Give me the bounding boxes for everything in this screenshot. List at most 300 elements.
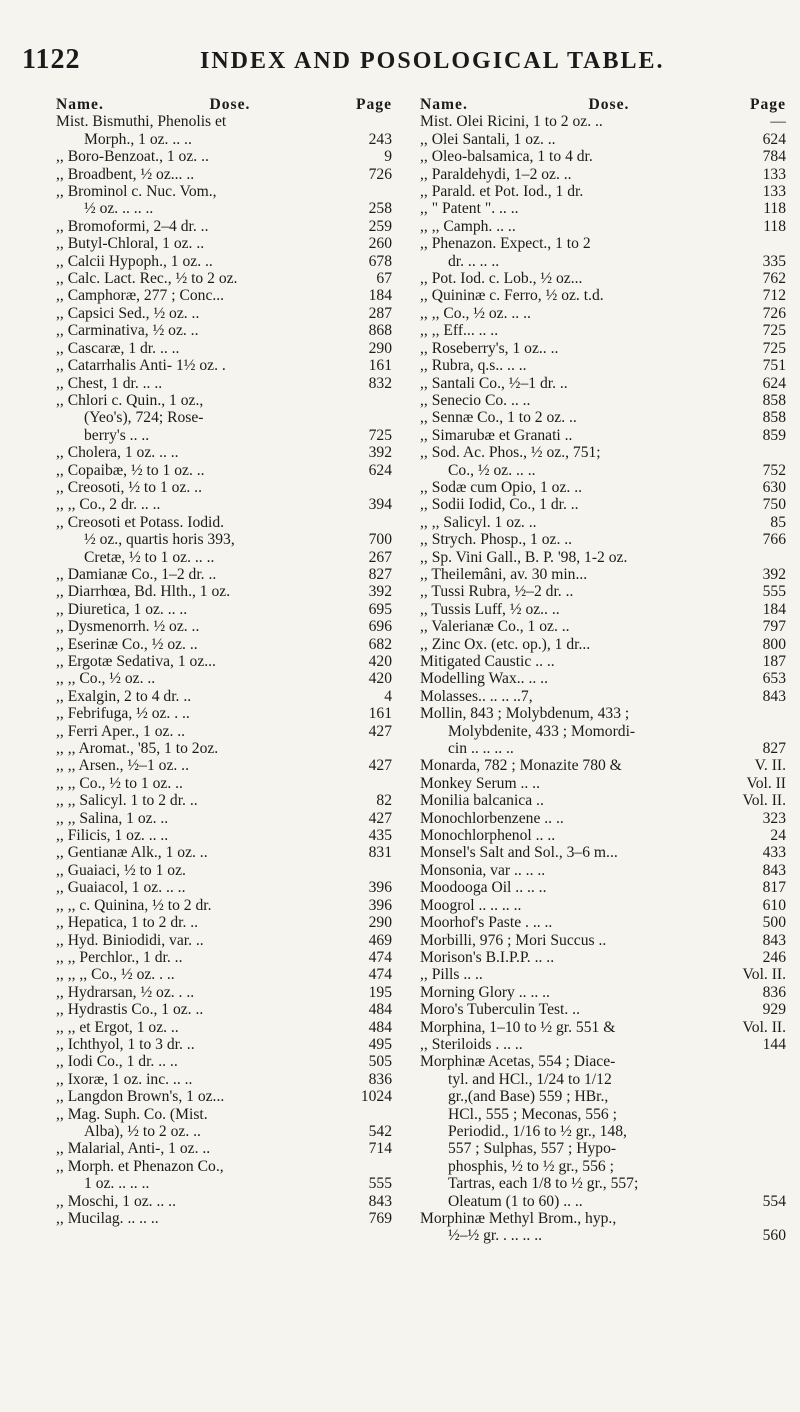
entry-text: (Yeo's), 724; Rose- — [84, 409, 204, 427]
entry-page: 700 — [368, 531, 392, 549]
index-entry — [56, 723, 392, 740]
entry-text: ,, Morph. et Phenazon Co., — [56, 1157, 224, 1175]
entry-text: ,, Camphoræ, 277 ; Conc... — [56, 287, 225, 305]
index-entry — [56, 549, 392, 566]
entry-text: Modelling Wax.. .. .. — [420, 670, 548, 688]
entry-text: ,, Hydrarsan, ½ oz. . .. — [56, 983, 195, 1001]
index-entry — [56, 1158, 392, 1175]
index-entry — [420, 531, 786, 548]
index-entry — [420, 496, 786, 513]
entry-text: ,, " Patent ". .. .. — [420, 200, 519, 218]
entry-text: Morph., 1 oz. .. .. — [84, 130, 192, 148]
entry-text: Monsel's Salt and Sol., 3–6 m... — [420, 844, 618, 862]
entry-page: — — [770, 113, 786, 131]
entry-text: ,, ,, Salicyl. 1 oz. .. — [420, 513, 537, 531]
index-entry — [420, 514, 786, 531]
entry-page: 505 — [368, 1053, 392, 1071]
index-entry — [420, 1036, 786, 1053]
entry-page: 610 — [762, 896, 786, 914]
entry-page: 195 — [368, 983, 392, 1001]
entry-page: Vol. II. — [742, 792, 786, 810]
index-entry — [56, 1053, 392, 1070]
index-entry — [420, 253, 786, 270]
index-entry — [56, 200, 392, 217]
entry-text: ,, Sodii Iodid, Co., 1 dr. .. — [420, 496, 579, 514]
index-entry — [420, 305, 786, 322]
entry-text: ,, ,, et Ergot, 1 oz. .. — [56, 1018, 179, 1036]
entry-text: ,, Catarrhalis Anti- 1½ oz. . — [56, 357, 226, 375]
index-entry — [56, 897, 392, 914]
entry-page: 4 — [384, 687, 392, 705]
index-entry — [56, 583, 392, 600]
entry-page: 725 — [762, 339, 786, 357]
entry-page: 427 — [368, 809, 392, 827]
index-entry — [56, 166, 392, 183]
entry-text: ,, Sod. Ac. Phos., ½ oz., 751; — [420, 444, 601, 462]
index-entry — [56, 966, 392, 983]
index-entry — [420, 827, 786, 844]
entry-text: ,, ,, Co., ½ oz. .. — [56, 670, 156, 688]
entry-page: V. II. — [754, 757, 786, 775]
index-entry — [56, 757, 392, 774]
index-entry — [56, 270, 392, 287]
entry-text: ,, Quininæ c. Ferro, ½ oz. t.d. — [420, 287, 604, 305]
entry-page: 624 — [762, 374, 786, 392]
index-entry — [420, 462, 786, 479]
index-entry — [56, 914, 392, 931]
entry-text: ,, Broadbent, ½ oz... .. — [56, 165, 195, 183]
entry-text: ,, Cholera, 1 oz. .. .. — [56, 444, 179, 462]
index-entry — [56, 340, 392, 357]
index-entry — [56, 322, 392, 339]
entry-page: 800 — [762, 635, 786, 653]
entry-page: 695 — [368, 600, 392, 618]
entry-text: ,, Rubra, q.s.. .. .. — [420, 357, 527, 375]
entry-text: ,, Damianæ Co., 1–2 dr. .. — [56, 565, 217, 583]
entry-page: 427 — [368, 722, 392, 740]
entry-page: 858 — [762, 409, 786, 427]
entry-page: 427 — [368, 757, 392, 775]
entry-text: ,, Exalgin, 2 to 4 dr. .. — [56, 687, 192, 705]
entry-text: ,, Dysmenorrh. ½ oz. .. — [56, 618, 200, 636]
entry-page: 392 — [368, 444, 392, 462]
index-entry — [56, 375, 392, 392]
entry-text: ,, ,, Aromat., '85, 1 to 2oz. — [56, 740, 219, 758]
entry-text: cin .. .. .. .. — [448, 740, 514, 758]
index-entry — [56, 131, 392, 148]
entry-page: 184 — [762, 600, 786, 618]
entry-text: ,, Eserinæ Co., ½ oz. .. — [56, 635, 198, 653]
entry-text: ,, Diarrhœa, Bd. Hlth., 1 oz. — [56, 583, 231, 601]
index-entry — [56, 984, 392, 1001]
index-entry — [420, 932, 786, 949]
entry-page: 433 — [762, 844, 786, 862]
index-entry — [420, 1158, 786, 1175]
entry-text: Mollin, 843 ; Molybdenum, 433 ; — [420, 705, 630, 723]
index-entry — [56, 1036, 392, 1053]
entry-text: ,, Hepatica, 1 to 2 dr. .. — [56, 914, 199, 932]
entry-text: ,, Cascaræ, 1 dr. .. .. — [56, 339, 180, 357]
entry-text: ,, ,, Perchlor., 1 dr. .. — [56, 948, 183, 966]
entry-page: 725 — [368, 426, 392, 444]
index-entry — [56, 496, 392, 513]
entry-page: 653 — [762, 670, 786, 688]
entry-page: 762 — [762, 270, 786, 288]
entry-page: 335 — [762, 252, 786, 270]
entry-text: ,, Pills .. .. — [420, 966, 483, 984]
entry-page: 836 — [762, 983, 786, 1001]
entry-text: Monarda, 782 ; Monazite 780 & — [420, 757, 622, 775]
index-entry — [56, 218, 392, 235]
index-entry — [420, 914, 786, 931]
entry-text: ,, Hyd. Biniodidi, var. .. — [56, 931, 204, 949]
index-entry — [56, 862, 392, 879]
entry-text: ,, Brominol c. Nuc. Vom., — [56, 183, 217, 201]
index-entry — [56, 531, 392, 548]
index-entry — [420, 392, 786, 409]
entry-text: dr. .. .. .. — [448, 252, 500, 270]
header-dose: Dose. — [588, 96, 630, 113]
entry-page: 1024 — [360, 1088, 392, 1106]
index-entry — [56, 775, 392, 792]
entry-page: 554 — [762, 1192, 786, 1210]
entry-text: ,, Hydrastis Co., 1 oz. .. — [56, 1001, 204, 1019]
entry-text: ½ oz., quartis horis 393, — [84, 531, 235, 549]
entry-text: ,, Boro-Benzoat., 1 oz. .. — [56, 148, 209, 166]
entry-page: 474 — [368, 948, 392, 966]
index-entry — [420, 1140, 786, 1157]
entry-text: Monochlorbenzene .. .. — [420, 809, 564, 827]
entry-text: Moodooga Oil .. .. .. — [420, 879, 547, 897]
index-entry — [56, 462, 392, 479]
entry-text: ,, Ixoræ, 1 oz. inc. .. .. — [56, 1070, 193, 1088]
entry-text: ,, Filicis, 1 oz. .. .. — [56, 827, 169, 845]
entry-text: ,, ,, Eff... .. .. — [420, 322, 499, 340]
index-entry — [420, 200, 786, 217]
index-entry — [420, 218, 786, 235]
entry-text: ,, Valerianæ Co., 1 oz. .. — [420, 618, 570, 636]
entry-text: ,, ,, Salicyl. 1 to 2 dr. .. — [56, 792, 198, 810]
index-entry — [420, 375, 786, 392]
index-column-right — [420, 96, 786, 1245]
column-header — [56, 96, 392, 113]
index-entry — [420, 131, 786, 148]
entry-page: 258 — [368, 200, 392, 218]
page-header — [0, 44, 800, 84]
entry-page: 725 — [762, 322, 786, 340]
index-entry — [420, 1053, 786, 1070]
entry-page: 469 — [368, 931, 392, 949]
index-entry — [420, 757, 786, 774]
entry-page: 843 — [762, 687, 786, 705]
entry-text: ,, Parald. et Pot. Iod., 1 dr. — [420, 183, 584, 201]
index-entry — [420, 166, 786, 183]
entry-text: gr.,(and Base) 559 ; HBr., — [448, 1088, 609, 1106]
index-entry — [56, 1106, 392, 1123]
entry-page: 678 — [368, 252, 392, 270]
entry-text: Tartras, each 1/8 to ½ gr., 557; — [448, 1175, 639, 1193]
entry-page: 394 — [368, 496, 392, 514]
entry-text: ,, Creosoti, ½ to 1 oz. .. — [56, 478, 202, 496]
page-title: INDEX AND POSOLOGICAL TABLE. — [200, 48, 665, 74]
index-entry — [56, 844, 392, 861]
entry-page: 435 — [368, 827, 392, 845]
entry-page: 243 — [368, 130, 392, 148]
index-entry — [420, 792, 786, 809]
index-entry — [420, 148, 786, 165]
entry-page: 766 — [762, 531, 786, 549]
entry-text: ,, Senecio Co. .. .. — [420, 391, 531, 409]
entry-text: ,, Guaiaci, ½ to 1 oz. — [56, 861, 186, 879]
index-entry — [56, 253, 392, 270]
index-entry — [56, 287, 392, 304]
entry-page: 630 — [762, 478, 786, 496]
index-entry — [56, 949, 392, 966]
entry-text: Molybdenite, 433 ; Momordi- — [448, 722, 636, 740]
entry-page: 682 — [368, 635, 392, 653]
entry-page: 187 — [762, 653, 786, 670]
index-entry — [56, 1210, 392, 1227]
entry-page: 420 — [368, 670, 392, 688]
entry-text: ,, Strych. Phosp., 1 oz. .. — [420, 531, 573, 549]
entry-page: 752 — [762, 461, 786, 479]
index-entry — [420, 810, 786, 827]
entry-text: Mist. Olei Ricini, 1 to 2 oz. .. — [420, 113, 603, 131]
header-name: Name. — [56, 96, 104, 113]
entry-text: ,, Ichthyol, 1 to 3 dr. .. — [56, 1035, 195, 1053]
index-entry — [420, 1071, 786, 1088]
index-entry — [420, 1175, 786, 1192]
index-entry — [420, 409, 786, 426]
entry-text: ,, Zinc Ox. (etc. op.), 1 dr... — [420, 635, 591, 653]
entry-page: 287 — [368, 304, 392, 322]
entry-text: ,, Butyl-Chloral, 1 oz. .. — [56, 235, 205, 253]
entry-text: ,, Ferri Aper., 1 oz. .. — [56, 722, 186, 740]
entry-page: Vol. II. — [742, 966, 786, 984]
entry-text: ,, ,, Co., 2 dr. .. .. — [56, 496, 161, 514]
entry-page: 751 — [762, 357, 786, 375]
index-entry — [420, 1088, 786, 1105]
header-page: Page — [749, 96, 786, 113]
index-entry — [56, 636, 392, 653]
index-entry — [56, 1071, 392, 1088]
index-entry — [56, 1019, 392, 1036]
entry-page: 144 — [762, 1035, 786, 1053]
entry-page: 714 — [368, 1140, 392, 1158]
index-entry — [56, 1001, 392, 1018]
entry-text: ,, ,, Salina, 1 oz. .. — [56, 809, 169, 827]
entry-text: Monkey Serum .. .. — [420, 774, 540, 792]
entry-page: 484 — [368, 1018, 392, 1036]
index-entry — [420, 670, 786, 687]
index-entry — [420, 1001, 786, 1018]
entry-text: ,, Roseberry's, 1 oz.. .. — [420, 339, 559, 357]
entry-page: 859 — [762, 426, 786, 444]
index-entry — [56, 1088, 392, 1105]
index-entry — [56, 705, 392, 722]
entry-text: ,, ,, Co., ½ oz. .. .. — [420, 304, 531, 322]
entry-text: ,, Santali Co., ½–1 dr. .. — [420, 374, 568, 392]
entry-page: 696 — [368, 618, 392, 636]
entry-text: Moogrol .. .. .. .. — [420, 896, 522, 914]
index-entry — [56, 1175, 392, 1192]
entry-page: 24 — [770, 827, 786, 845]
index-entry — [56, 932, 392, 949]
index-entry — [420, 705, 786, 722]
entry-page: 67 — [376, 270, 392, 288]
index-entry — [56, 618, 392, 635]
entry-text: Cretæ, ½ to 1 oz. .. .. — [84, 548, 215, 566]
index-entry — [56, 810, 392, 827]
index-entry — [420, 775, 786, 792]
index-entry — [420, 636, 786, 653]
entry-page: Vol. II. — [742, 1018, 786, 1036]
index-entry — [56, 479, 392, 496]
index-entry — [56, 444, 392, 461]
entry-text: ,, ,, Arsen., ½–1 oz. .. — [56, 757, 189, 775]
entry-text: ,, Olei Santali, 1 oz. .. — [420, 130, 556, 148]
entry-text: Monilia balcanica .. — [420, 792, 544, 810]
index-entry — [56, 409, 392, 426]
index-entry — [56, 514, 392, 531]
index-entry — [420, 879, 786, 896]
index-entry — [56, 601, 392, 618]
entry-text: ½ oz. .. .. .. — [84, 200, 154, 218]
index-entry — [420, 270, 786, 287]
entry-page: 555 — [762, 583, 786, 601]
index-entry — [420, 984, 786, 1001]
index-entry — [420, 1210, 786, 1227]
entry-page: 784 — [762, 148, 786, 166]
entry-page: 858 — [762, 391, 786, 409]
entry-text: HCl., 555 ; Meconas, 556 ; — [448, 1105, 617, 1123]
entry-page: 712 — [762, 287, 786, 305]
entry-text: Mist. Bismuthi, Phenolis et — [56, 113, 227, 131]
index-entry — [420, 287, 786, 304]
entry-text: ,, Langdon Brown's, 1 oz... — [56, 1088, 225, 1106]
entry-page: 484 — [368, 1001, 392, 1019]
entry-text: ,, Theilemâni, av. 30 min... — [420, 565, 588, 583]
entry-text: ,, Pot. Iod. c. Lob., ½ oz... — [420, 270, 583, 288]
index-entry — [420, 566, 786, 583]
index-entry — [420, 479, 786, 496]
index-entry — [56, 653, 392, 670]
entry-text: Morbilli, 976 ; Mori Succus .. — [420, 931, 607, 949]
index-entry — [56, 670, 392, 687]
entry-page: 323 — [762, 809, 786, 827]
index-entry — [420, 897, 786, 914]
entry-page: 817 — [762, 879, 786, 897]
entry-text: ,, Carminativa, ½ oz. .. — [56, 322, 199, 340]
index-entry — [420, 688, 786, 705]
entry-text: ,, Bromoformi, 2–4 dr. .. — [56, 217, 209, 235]
index-entry — [420, 618, 786, 635]
entry-page: 827 — [762, 740, 786, 758]
entry-text: ,, ,, ,, Co., ½ oz. . .. — [56, 966, 175, 984]
entry-page: 726 — [762, 304, 786, 322]
index-entry — [56, 183, 392, 200]
entry-text: Molasses.. .. .. ..7, — [420, 687, 533, 705]
index-entry — [420, 1193, 786, 1210]
index-entry — [420, 949, 786, 966]
entry-page: 246 — [762, 948, 786, 966]
entry-text: phosphis, ½ to ½ gr., 556 ; — [448, 1157, 614, 1175]
entry-page: 542 — [368, 1122, 392, 1140]
entry-text: Periodid., 1/16 to ½ gr., 148, — [448, 1122, 627, 1140]
index-entry — [56, 305, 392, 322]
entry-page: Vol. II — [746, 774, 786, 792]
index-entry — [56, 427, 392, 444]
entry-page: 831 — [368, 844, 392, 862]
entry-text: ½–½ gr. . .. .. .. — [448, 1227, 542, 1245]
index-entry — [420, 549, 786, 566]
header-dose: Dose. — [209, 96, 251, 113]
index-entry — [420, 601, 786, 618]
index-entry — [420, 723, 786, 740]
entry-page: 750 — [762, 496, 786, 514]
entry-page: 133 — [762, 165, 786, 183]
entry-text: Morphina, 1–10 to ½ gr. 551 & — [420, 1018, 616, 1036]
index-entry — [420, 1106, 786, 1123]
entry-text: Monsonia, var .. .. .. — [420, 861, 546, 879]
entry-text: ,, Simarubæ et Granati .. — [420, 426, 573, 444]
index-entry — [420, 966, 786, 983]
entry-text: ,, Guaiacol, 1 oz. .. .. — [56, 879, 186, 897]
entry-text: ,, Diuretica, 1 oz. .. .. — [56, 600, 188, 618]
entry-page: 259 — [368, 217, 392, 235]
index-entry — [56, 879, 392, 896]
entry-text: ,, Mucilag. .. .. .. — [56, 1210, 159, 1227]
index-entry — [420, 583, 786, 600]
entry-page: 267 — [368, 548, 392, 566]
entry-text: ,, Oleo-balsamica, 1 to 4 dr. — [420, 148, 593, 166]
entry-page: 929 — [762, 1001, 786, 1019]
entry-page: 184 — [368, 287, 392, 305]
entry-page: 118 — [763, 200, 786, 218]
entry-text: ,, Capsici Sed., ½ oz. .. — [56, 304, 200, 322]
entry-page: 161 — [368, 357, 392, 375]
entry-text: ,, Tussis Luff, ½ oz.. .. — [420, 600, 560, 618]
entry-page: 290 — [368, 339, 392, 357]
entry-page: 133 — [762, 183, 786, 201]
entry-page: 560 — [762, 1227, 786, 1245]
entry-text: Monochlorphenol .. .. — [420, 827, 556, 845]
index-entry — [420, 235, 786, 252]
entry-text: Alba), ½ to 2 oz. .. — [84, 1122, 201, 1140]
entry-page: 836 — [368, 1070, 392, 1088]
entry-page: 769 — [368, 1210, 392, 1227]
header-page: Page — [355, 96, 392, 113]
entry-text: Morning Glory .. .. .. — [420, 983, 550, 1001]
entry-page: 797 — [762, 618, 786, 636]
index-entry — [56, 566, 392, 583]
entry-page: 161 — [368, 705, 392, 723]
entry-text: ,, Febrifuga, ½ oz. . .. — [56, 705, 190, 723]
index-entry — [56, 792, 392, 809]
entry-page: 396 — [368, 879, 392, 897]
entry-page: 500 — [762, 914, 786, 932]
entry-text: ,, Sennæ Co., 1 to 2 oz. .. — [420, 409, 577, 427]
index-entry — [56, 1140, 392, 1157]
index-entry — [56, 740, 392, 757]
entry-page: 82 — [376, 792, 392, 810]
entry-page: 260 — [368, 235, 392, 253]
entry-page: 392 — [762, 565, 786, 583]
index-entry — [56, 113, 392, 130]
entry-text: ,, ,, Camph. .. .. — [420, 217, 516, 235]
entry-text: ,, Mag. Suph. Co. (Mist. — [56, 1105, 208, 1123]
entry-page: 85 — [770, 513, 786, 531]
